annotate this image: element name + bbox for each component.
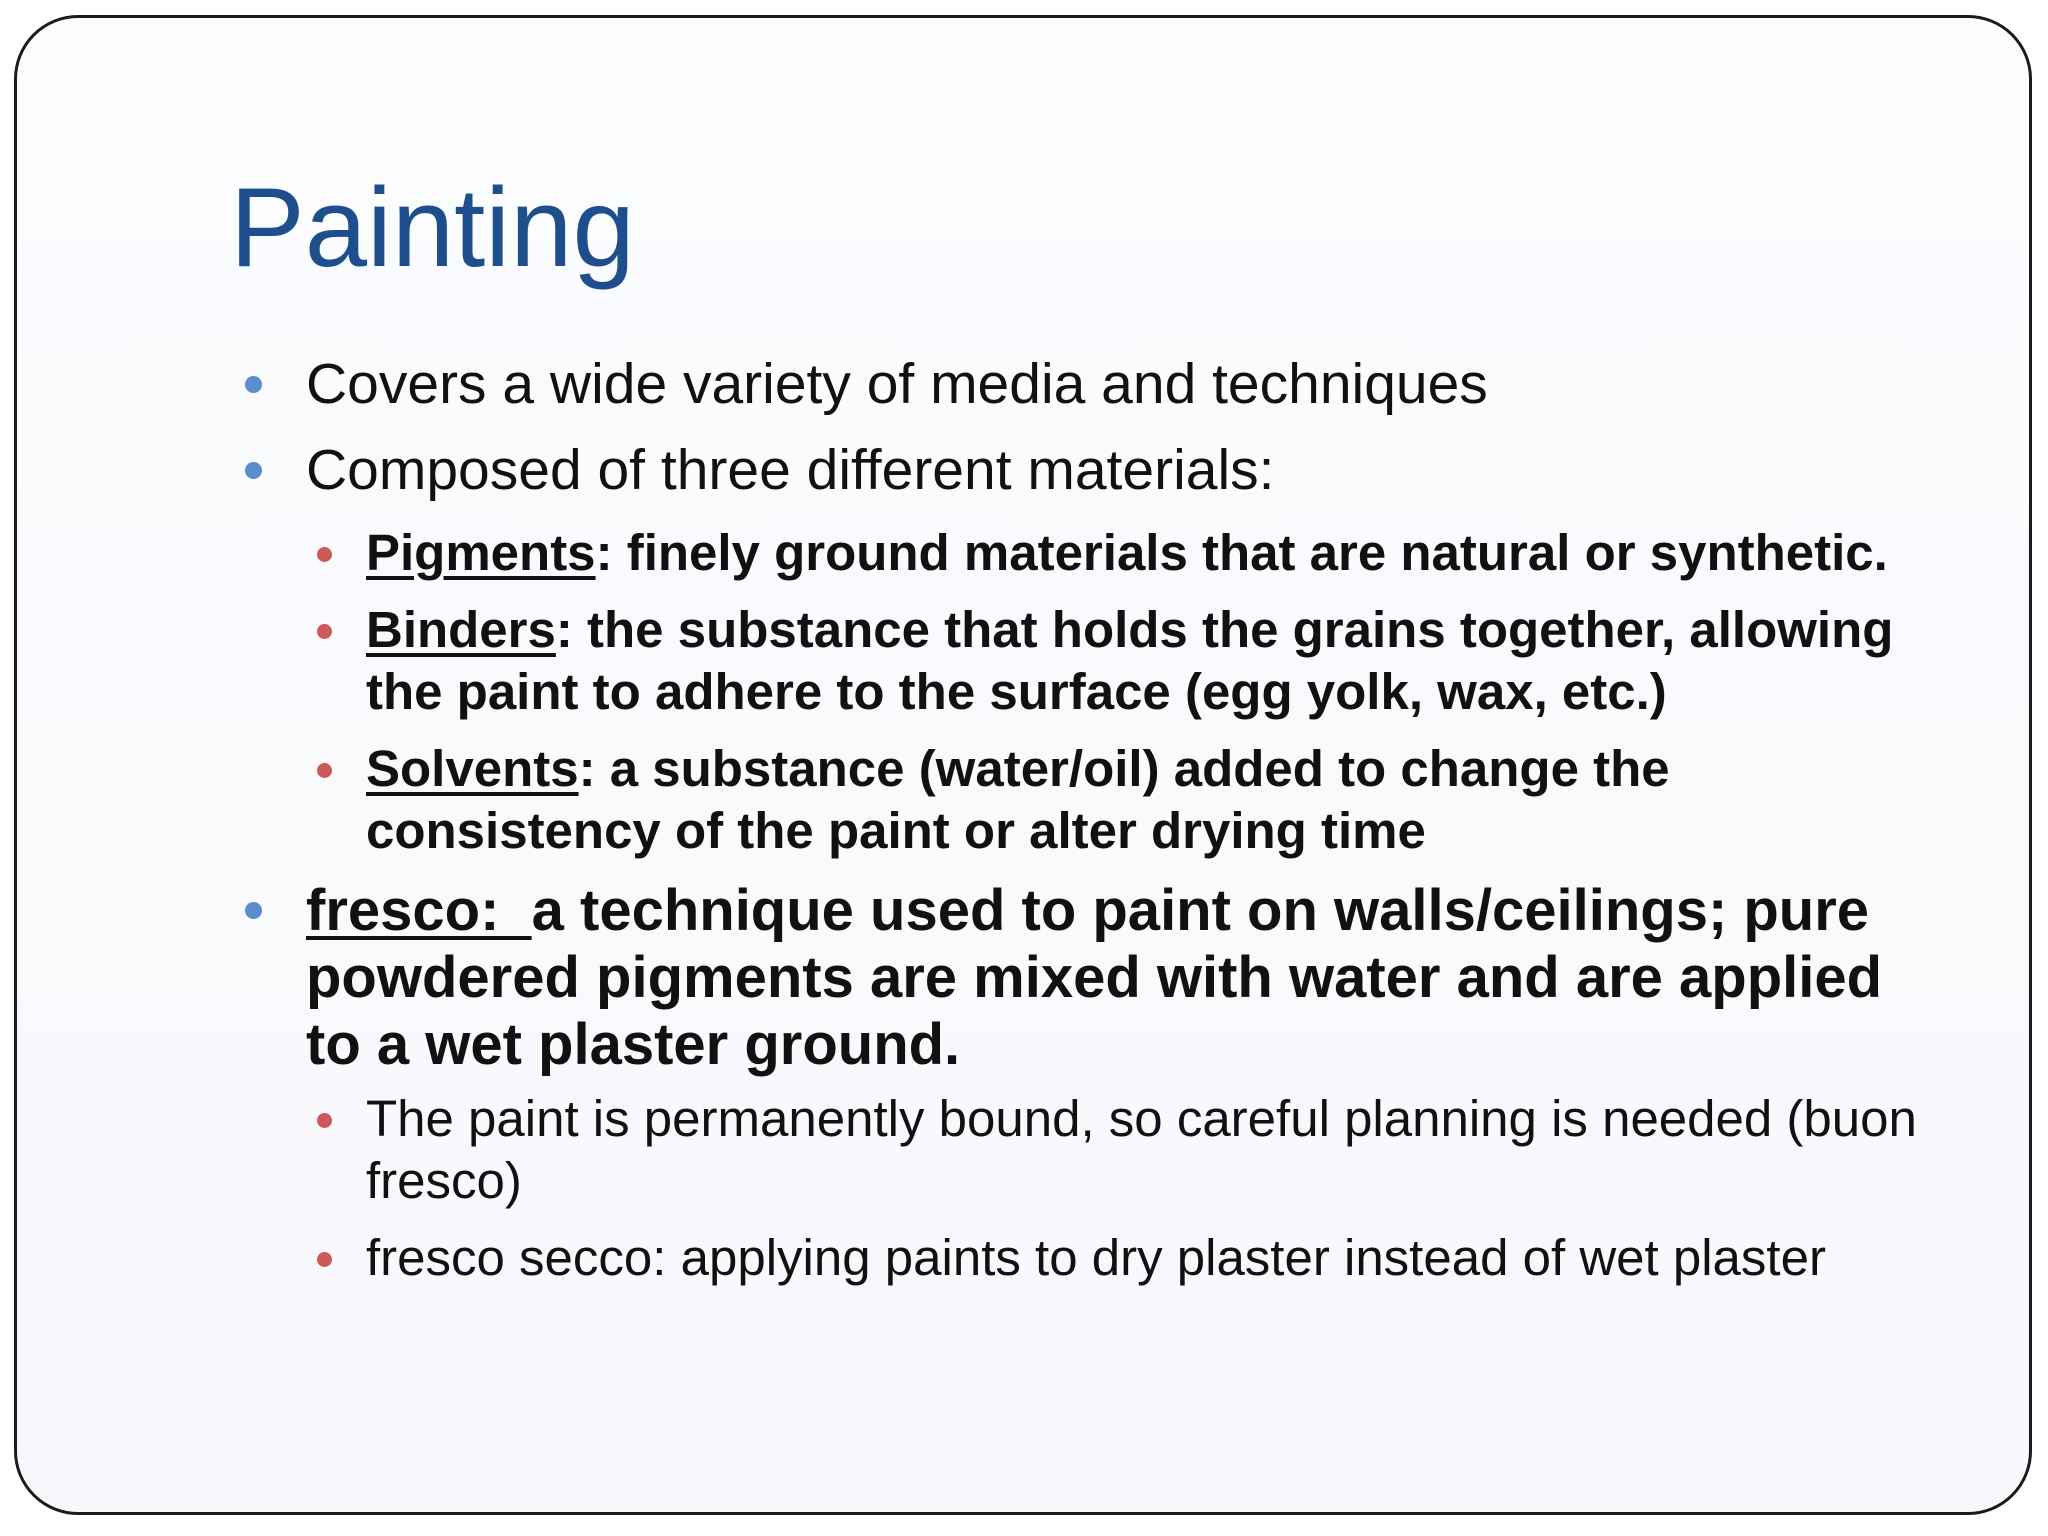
definition-pigments: : finely ground materials that are natural or synthetic. xyxy=(595,524,1888,581)
sub-bullet-dot-icon xyxy=(317,547,332,562)
sub-bullet-dot-icon xyxy=(317,1113,332,1128)
bullet-dot-icon xyxy=(245,902,262,919)
sub-bullet-fresco-secco xyxy=(230,1227,1950,1289)
sub-bullet-dot-icon xyxy=(317,624,332,639)
bullet-text: Composed of three different materials: xyxy=(306,438,1275,502)
definition-fresco: a technique used to paint on walls/ceilings; pure powdered pigments are mixed with water and are applied to a wet plaster ground. xyxy=(306,878,1883,1077)
bullet-text: Covers a wide variety of media and techniques xyxy=(306,352,1488,416)
term-binders: Binders xyxy=(366,601,556,658)
sub-bullet-dot-icon xyxy=(317,1252,332,1267)
term-fresco: fresco: xyxy=(306,878,532,943)
definition-binders: : the substance that holds the grains together, allowing the paint to adhere to the surface (egg yolk, wax, etc.) xyxy=(366,601,1894,720)
bullet-three-materials xyxy=(230,436,1950,504)
slide-title: Painting xyxy=(230,165,635,290)
sub-bullet-binders xyxy=(230,599,1950,723)
bullet-dot-icon xyxy=(245,376,262,393)
term-pigments: Pigments xyxy=(366,524,596,581)
bullet-text: The paint is permanently bound, so careful planning is needed (buon fresco) xyxy=(366,1090,1917,1209)
sub-bullet-dot-icon xyxy=(317,763,332,778)
sub-bullet-solvents xyxy=(230,738,1950,862)
sub-bullet-pigments xyxy=(230,522,1950,584)
term-solvents: Solvents xyxy=(366,740,579,797)
bullet-dot-icon xyxy=(245,462,262,479)
bullet-fresco xyxy=(230,877,1950,1078)
bullet-media-techniques xyxy=(230,350,1950,418)
definition-solvents: : a substance (water/oil) added to change the consistency of the paint or alter drying time xyxy=(366,740,1670,859)
sub-bullet-buon-fresco xyxy=(230,1088,1950,1212)
bullet-text: fresco secco: applying paints to dry plaster instead of wet plaster xyxy=(366,1229,1826,1286)
bullet-list xyxy=(230,350,1950,1304)
slide xyxy=(14,15,2032,1515)
